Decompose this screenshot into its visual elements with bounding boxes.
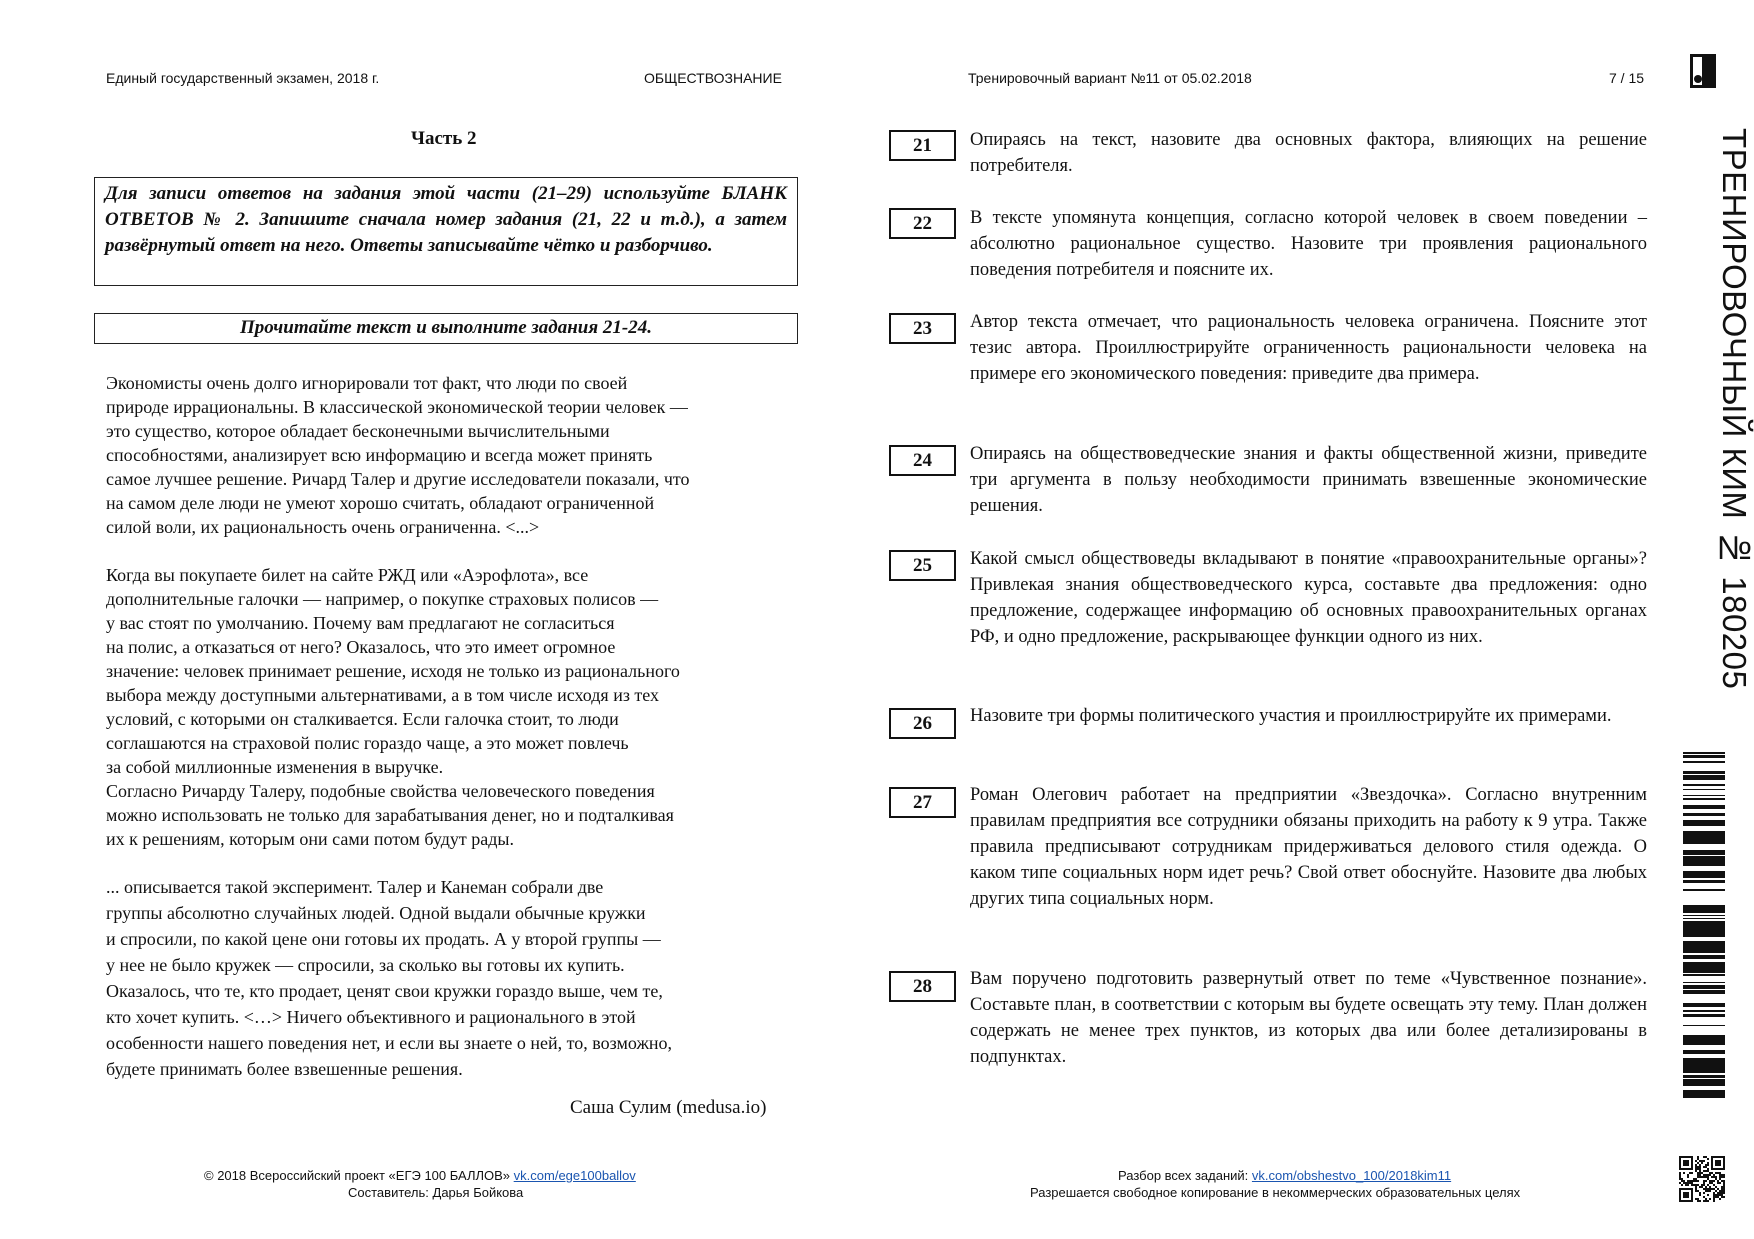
barcode-image [1683, 752, 1725, 1100]
instruction-line: разборчиво. [615, 235, 713, 256]
header-subject: ОБЩЕСТВОЗНАНИЕ [644, 70, 782, 86]
footer-copyright-line [204, 1168, 636, 1183]
text-line: у вас стоят по умолчанию. Почему вам предлагают не согласиться [106, 613, 615, 633]
corner-marker-icon [1690, 54, 1716, 88]
text-line: выбора между доступными альтернативами, а в том числе исходя из тех [106, 685, 660, 705]
footer-compiler: Составитель: Дарья Бойкова [348, 1185, 524, 1200]
text-line: условий, с которыми он сталкивается. Если галочка стоит, то люди [106, 709, 619, 729]
task-text-25: Какой смысл обществоведы вкладывают в понятие «правоохранительные органы»? Привлекая знания обществоведческого курса, составьте два предложения: одно предложение, содержащее информацию об основных правоохранительных органах РФ, и одно предложение, раскрывающее функции одного из них. [970, 549, 1647, 647]
text-line: их к решениям, которым они сами потом будут рады. [106, 829, 515, 849]
source-paragraph-3 [106, 874, 806, 1082]
header-exam: Единый государственный экзамен, 2018 г. [106, 70, 380, 86]
text-line: способностями, анализирует всю информацию и всегда может принять [106, 445, 653, 465]
task-number-28: 28 [889, 971, 956, 1002]
task-text-22: В тексте упомянута концепция, согласно которой человек в своем поведении – абсолютно рациональное существо. Назовите три проявления рационального поведения потребителя и поясните их. [970, 208, 1647, 280]
text-line: силой воли, их рациональность очень ограниченна. <...> [106, 517, 540, 537]
task-number-26: 26 [889, 708, 956, 739]
text-line: можно использовать не только для зарабатывания денег, но и подталкивая [106, 805, 674, 825]
text-line: на полис, а отказаться от него? Оказалось, что это имеет огромное [106, 637, 616, 657]
header-variant: Тренировочный вариант №11 от 05.02.2018 [968, 70, 1252, 86]
task-text-21: Опираясь на текст, назовите два основных фактора, влияющих на решение потребителя. [970, 130, 1647, 176]
text-line: особенности нашего поведения нет, и если вы знаете о ней, то, возможно, [106, 1033, 673, 1053]
instruction-box [94, 177, 798, 286]
task-text-27: Роман Олегович работает на предприятии «Звездочка». Согласно внутренним правилам предприятия все сотрудники обязаны приходить на работу к 9 утра. Также правила предписывают сотрудникам придерживаться делового стиля одежда. О каком типе социальных норм идет речь? Свой ответ обоснуйте. Назовите два любых других типа социальных норм. [970, 785, 1647, 909]
side-kim-label: ТРЕНИРОВОЧНЫЙ КИМ № 180205 [1716, 128, 1753, 690]
source-paragraph-1 [106, 371, 806, 539]
footer-analysis-label: Разбор всех заданий: [1118, 1168, 1249, 1183]
instruction-line: БЛАНК ОТВЕТОВ № 2. Запишите сначала номер задания (21, 22 и т.д.), [105, 183, 787, 230]
task-number-24: 24 [889, 445, 956, 476]
text-line: ... описывается такой эксперимент. Талер и Канеман собрали две [106, 877, 604, 897]
text-author: Саша Сулим (medusa.io) [570, 1097, 767, 1118]
header-page-number: 7 / 15 [1609, 70, 1645, 86]
task-text-24: Опираясь на обществоведческие знания и факты общественной жизни, приведите три аргумента в пользу необходимости принимать взвешенные экономические решения. [970, 444, 1647, 516]
footer-analysis-link[interactable]: vk.com/obshestvo_100/2018kim11 [1251, 1168, 1452, 1183]
text-line: Согласно Ричарду Талеру, подобные свойства человеческого поведения [106, 781, 655, 801]
read-task-box: Прочитайте текст и выполните задания 21-24. [94, 313, 798, 344]
text-line: природе иррациональны. В классической экономической теории человек — [106, 397, 688, 417]
text-line: это существо, которое обладает бесконечными вычислительными [106, 421, 610, 441]
text-line: кто хочет купить. <…> Ничего объективного и рационального в этой [106, 1007, 636, 1027]
text-line: Экономисты очень долго игнорировали тот факт, что люди по своей [106, 373, 628, 393]
text-line: соглашаются на страховой полис гораздо чаще, а это может повлечь [106, 733, 629, 753]
source-paragraph-2 [106, 563, 806, 851]
text-line: значение: человек принимает решение, исходя не только из рационального [106, 661, 680, 681]
task-text-26: Назовите три формы политического участия и проиллюстрируйте их примерами. [970, 706, 1612, 726]
footer-license: Разрешается свободное копирование в некоммерческих образовательных целях [1030, 1185, 1521, 1200]
task-number-22: 22 [889, 208, 956, 239]
qr-code-image [1679, 1156, 1725, 1202]
text-line: и спросили, по какой цене они готовы их продать. А у второй группы — [106, 929, 661, 949]
footer-copyright: © 2018 Всероссийский проект «ЕГЭ 100 БАЛЛОВ» [204, 1168, 511, 1183]
text-line: за собой миллионные изменения в выручке. [106, 757, 444, 777]
instruction-line: а затем развёрнутый ответ на него. Ответы записывайте чётко и [105, 209, 788, 256]
task-number-21: 21 [889, 130, 956, 161]
text-line: будете принимать более взвешенные решения. [106, 1059, 463, 1079]
task-text-28: Вам поручено подготовить развернутый ответ по теме «Чувственное познание». Составьте план, в соответствии с которым вы будете освещать эту тему. План должен содержать не менее трех пунктов, из которых два или более детализированы в подпунктах. [970, 969, 1647, 1067]
text-line: на самом деле люди не умеют хорошо считать, обладают ограниченной [106, 493, 655, 513]
text-line: самое лучшее решение. Ричард Талер и другие исследователи показали, что [106, 469, 690, 489]
text-line: у нее не было кружек — спросили, за сколько вы готовы их купить. [106, 955, 625, 975]
task-number-27: 27 [889, 787, 956, 818]
text-line: дополнительные галочки — например, о покупке страховых полисов — [106, 589, 659, 609]
text-line: Когда вы покупаете билет на сайте РЖД или «Аэрофлота», все [106, 565, 589, 585]
text-line: Оказалось, что те, кто продает, ценят свои кружки гораздо выше, чем те, [106, 981, 663, 1001]
instruction-line: Для записи ответов на задания этой части (21–29) используйте [105, 183, 710, 204]
task-number-23: 23 [889, 313, 956, 344]
footer-analysis-line [1118, 1168, 1451, 1183]
text-line: группы абсолютно случайных людей. Одной выдали обычные кружки [106, 903, 646, 923]
footer-copyright-link[interactable]: vk.com/ege100ballov [513, 1168, 636, 1183]
task-text-23: Автор текста отмечает, что рациональность человека ограничена. Поясните этот тезис автора. Проиллюстрируйте ограниченность рациональности человека на примере его экономического поведения: приведите два примера. [970, 312, 1647, 384]
task-number-25: 25 [889, 550, 956, 581]
part-title: Часть 2 [411, 128, 477, 149]
